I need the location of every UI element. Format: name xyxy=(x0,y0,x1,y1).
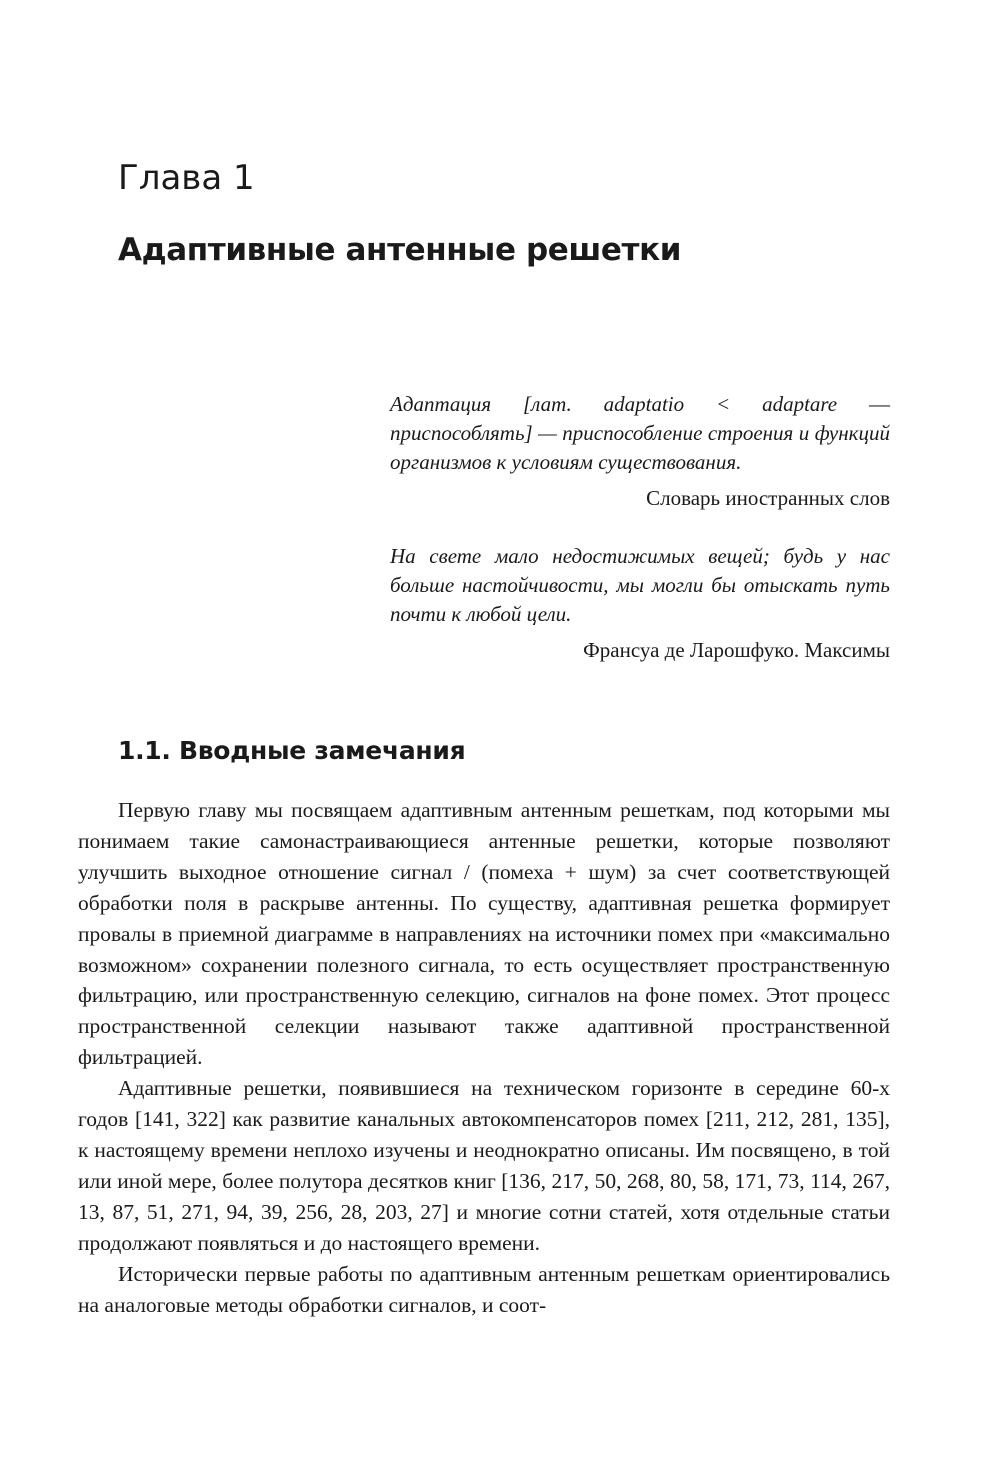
epigraph-quote: На свете мало недостижимых вещей; будь у нас больше настойчивости, мы могли бы отыскать путь почти к любой цели. xyxy=(390,544,890,626)
body-text xyxy=(78,795,890,1320)
paragraph: Первую главу мы посвящаем адаптивным антенным решеткам, под которыми мы понимаем такие самонастраивающиеся антенные решетки, которые позволяют улучшить выходное отношение сигнал / (помеха + шум) за счет соответствующей обработки поля в раскрыве антенны. По существу, адаптивная решетка формирует провалы в приемной диаграмме в направлениях на источники помех при «максимально возможном» сохранении полезного сигнала, то есть осуществляет пространственную фильтрацию, или пространственную селекцию, сигналов на фоне помех. Этот процесс пространственной селекции называют также адаптивной пространственной фильтрацией. xyxy=(78,798,890,1070)
section-heading: 1.1. Вводные замечания xyxy=(118,736,466,765)
epigraph-source: Франсуа де Ларошфуко. Максимы xyxy=(583,638,890,662)
paragraph: Адаптивные решетки, появившиеся на техническом горизонте в середине 60-х годов [141, 322] как развитие канальных автокомпенсаторов помех [211, 212, 281, 135], к настоящему времени неплохо изучены и неоднократно описаны. Им посвящено, в той или иной мере, более полутора десятков книг [136, 217, 50, 268, 80, 58, 171, 73, 114, 267, 13, 87, 51, 271, 94, 39, 256, 28, 203, 27] и многие сотни статей, хотя отдельные статьи продолжают появляться и до настоящего времени. xyxy=(78,1076,890,1255)
chapter-label: Глава 1 xyxy=(118,158,255,198)
epigraph-1 xyxy=(390,390,890,513)
paragraph: Исторически первые работы по адаптивным антенным решеткам ориентировались на аналоговые методы обработки сигналов, и соот- xyxy=(78,1261,890,1317)
epigraph-source: Словарь иностранных слов xyxy=(646,486,890,510)
epigraph-2 xyxy=(390,542,890,665)
chapter-title: Адаптивные антенные решетки xyxy=(118,232,682,268)
epigraph-quote: Адаптация [лат. adaptatio < adaptare –– приспособлять] — приспособление строения и функций организмов к условиям существования. xyxy=(390,392,890,474)
